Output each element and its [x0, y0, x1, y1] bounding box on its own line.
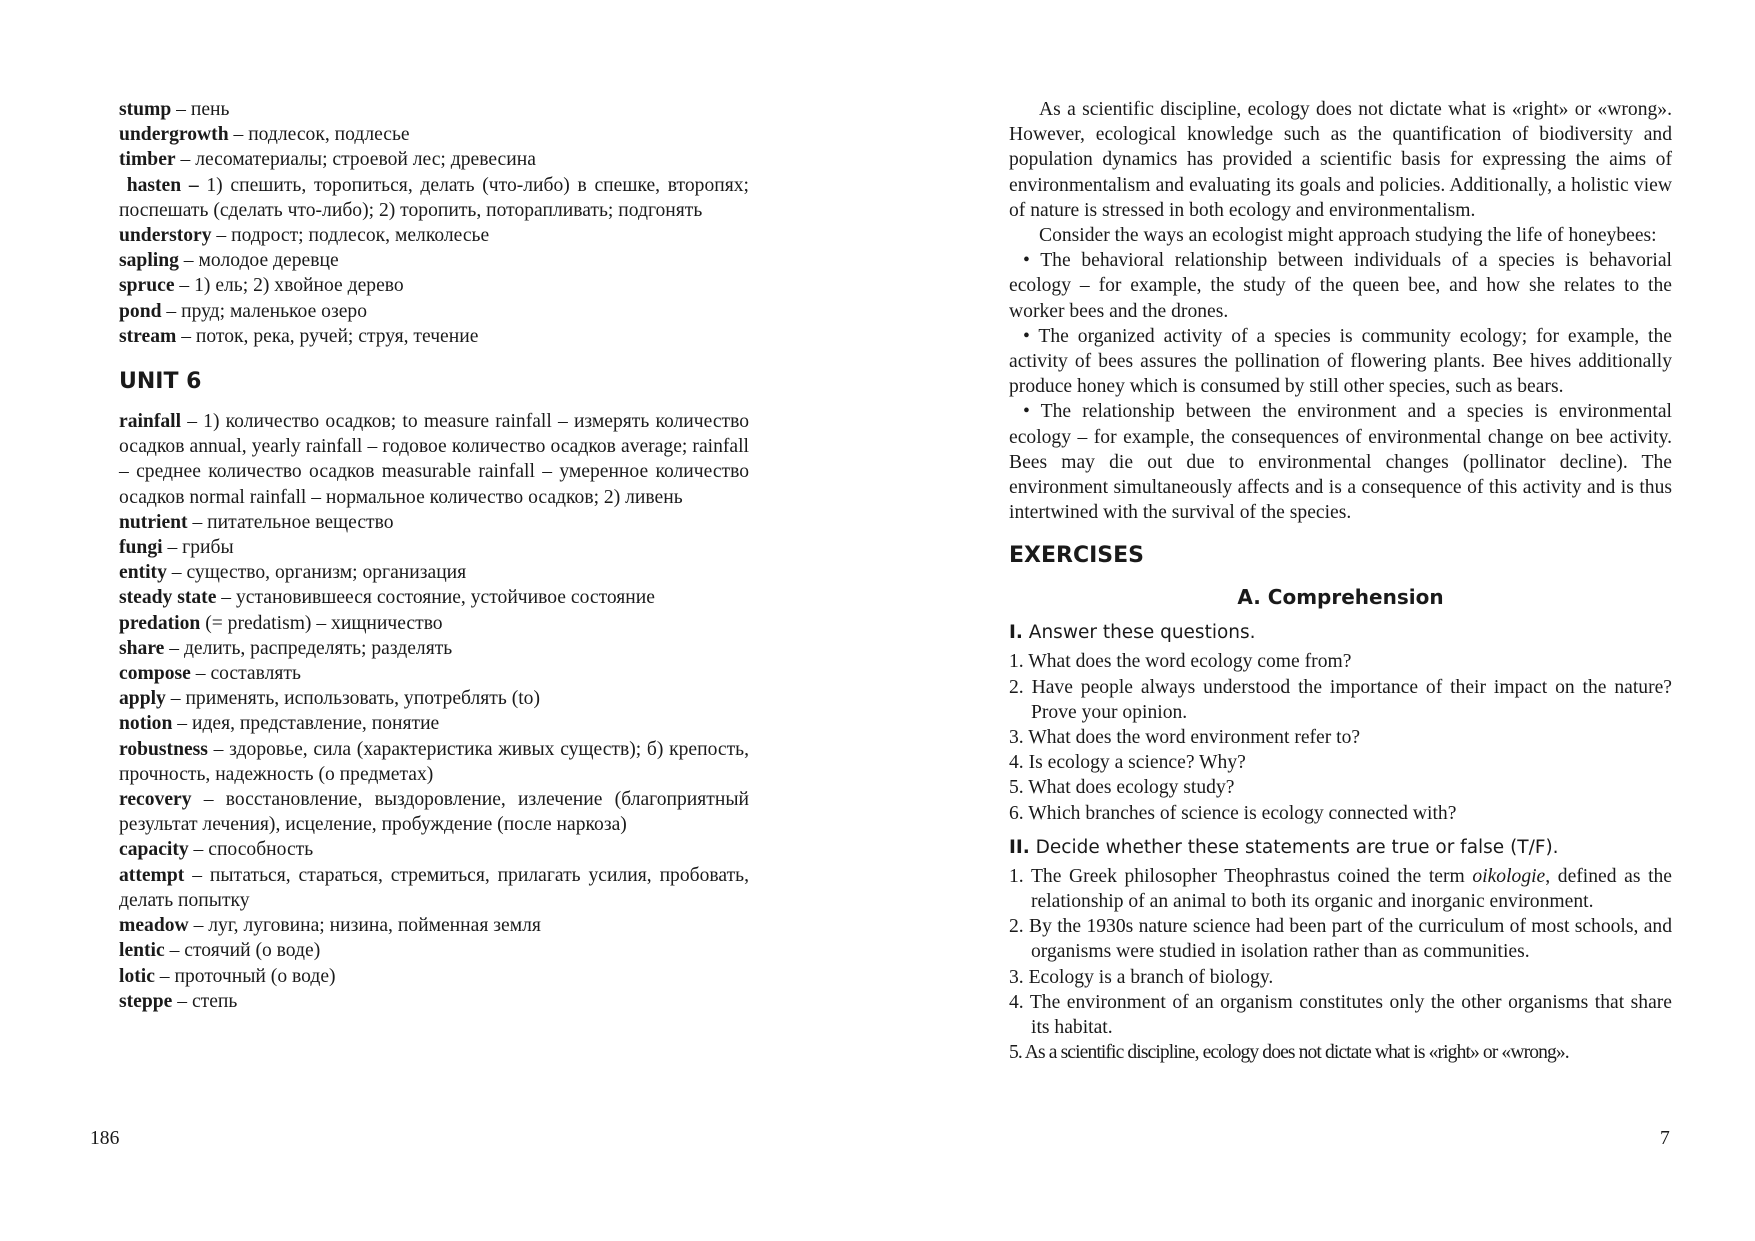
glossary-entry — [119, 560, 749, 585]
glossary-definition: – способность — [188, 839, 314, 861]
right-page — [877, 0, 1755, 1241]
glossary-column — [119, 97, 749, 1014]
question-item: 3. What does the word environment refer to? — [1009, 727, 1361, 749]
task-text: Answer these questions. — [1022, 622, 1256, 644]
statement-text: , defined as the relationship of an animal to both its organic and inorganic environment. — [1031, 865, 1673, 913]
glossary-definition: – молодое деревце — [178, 250, 339, 272]
glossary-entry — [119, 863, 749, 913]
glossary-term: stream — [119, 325, 177, 347]
glossary-entry — [119, 122, 749, 147]
page-number: 7 — [1660, 1128, 1670, 1149]
glossary-term: recovery — [119, 789, 192, 811]
glossary-term: lotic — [119, 965, 155, 987]
glossary-entry — [119, 661, 749, 686]
glossary-definition: – существо, организм; организация — [166, 562, 467, 584]
statement-item: 2. By the 1930s nature science had been part of the curriculum of most schools, and organisms were studied in isolation rather than as communities. — [1009, 916, 1672, 963]
bullet-item: • The relationship between the environment and a species is environmental ecology – for example, the consequences of environmental change on bee activity. Bees may die out due to environmental changes (pollinator decline). The environment simultaneously affects and is a consequence of this activity and is thus intertwined with the survival of the species. — [1009, 401, 1672, 524]
glossary-definition: – восстановление, выздоровление, излечение (благоприятный результат лечения), исцеление, пробуждение (после наркоза) — [119, 789, 749, 836]
question-list — [1009, 649, 1672, 825]
glossary-term: stump — [119, 99, 172, 120]
question-item: 5. What does ecology study? — [1009, 777, 1235, 799]
glossary-term: nutrient — [119, 511, 188, 533]
glossary-term: rainfall — [119, 411, 182, 433]
glossary-term: pond — [119, 300, 162, 322]
glossary-entry — [119, 147, 749, 172]
glossary-entry — [119, 964, 749, 989]
glossary-entry — [119, 837, 749, 862]
term-italic: oikologie — [1472, 865, 1546, 887]
glossary-term: robustness — [119, 738, 208, 760]
question-item: 1. What does the word ecology come from? — [1009, 651, 1352, 673]
bullet-item: • The organized activity of a species is community ecology; for example, the activity of bees assures the pollination of flowering plants. Bee hives additionally produce honey which is consumed by still other species, such as bears. — [1009, 325, 1672, 398]
glossary-definition: – 1) количество осадков; to measure rainfall – измерять количество осадков annual, yearly rainfall – годовое количество осадков average; rainfall – среднее количество осадков measurable rainfall – умеренное количество осадков normal rainfall – нормальное количество осадков; 2) ливень — [119, 411, 749, 508]
glossary-entry — [119, 324, 749, 349]
glossary-term: timber — [119, 149, 176, 171]
glossary-entry — [119, 535, 749, 560]
glossary-term: steppe — [119, 990, 173, 1012]
glossary-definition: – подлесок, подлесье — [228, 124, 410, 146]
task-number: I. — [1009, 622, 1023, 644]
glossary-term: notion — [119, 713, 173, 735]
glossary-definition: – поток, река, ручей; струя, течение — [176, 325, 479, 347]
glossary-term: sapling — [119, 250, 179, 272]
glossary-term: meadow — [119, 915, 189, 937]
task-heading — [1009, 621, 1672, 645]
glossary-entry — [119, 97, 749, 122]
glossary-definition: 1) спешить, торопиться, делать (что-либо) в спешке, второпях; поспешать (сделать что-либо); 2) торопить, поторапливать; подгонять — [119, 174, 749, 221]
comprehension-heading: A. Comprehension — [1237, 585, 1444, 610]
glossary-entry — [119, 273, 749, 298]
statement-item: 5. As a scientific discipline, ecology does not dictate what is «right» or «wrong». — [1009, 1042, 1569, 1064]
body-column — [1009, 97, 1672, 1076]
task-number: II. — [1009, 836, 1030, 858]
body-paragraph: Consider the ways an ecologist might approach studying the life of honeybees: — [1039, 225, 1657, 247]
bullet-item: • The behavioral relationship between individuals of a species is behavorial ecology – for example, the study of the queen bee, and how she relates to the worker bees and the drones. — [1009, 250, 1672, 322]
glossary-definition: – стоячий (о воде) — [164, 940, 321, 962]
glossary-term: share — [119, 637, 165, 659]
glossary-term: undergrowth — [119, 124, 229, 146]
glossary-entry — [119, 299, 749, 324]
glossary-definition: – пруд; маленькое озеро — [161, 300, 368, 322]
statement-item: 3. Ecology is a branch of biology. — [1009, 966, 1274, 988]
body-paragraph: As a scientific discipline, ecology does not dictate what is «right» or «wrong». However, ecological knowledge such as the quantification of biodiversity and population dynamics has provided a scientific basis for expressing the aims of environmentalism and evaluating its goals and policies. Additionally, a holistic view of nature is stressed in both ecology and environmentalism. — [1009, 99, 1672, 221]
glossary-entry — [119, 409, 749, 510]
glossary-definition: (= predatism) – хищничество — [200, 612, 443, 634]
glossary-entry — [119, 989, 749, 1014]
unit-title: UNIT 6 — [119, 369, 202, 395]
task-text: Decide whether these statements are true or false (T/F). — [1029, 836, 1559, 858]
glossary-term: attempt — [119, 864, 185, 886]
glossary-term: entity — [119, 562, 167, 584]
glossary-entry — [119, 787, 749, 837]
glossary-entry — [119, 737, 749, 787]
statement-item — [1009, 864, 1672, 914]
glossary-term: hasten – — [119, 174, 199, 196]
glossary-definition: – составлять — [190, 663, 301, 685]
glossary-term: compose — [119, 663, 191, 685]
glossary-entry — [119, 686, 749, 711]
statement-item: 4. The environment of an organism constitutes only the other organisms that share its habitat. — [1009, 991, 1672, 1039]
glossary-definition: – установившееся состояние, устойчивое состояние — [216, 587, 655, 609]
glossary-definition: – лесоматериалы; строевой лес; древесина — [175, 149, 536, 171]
glossary-term: predation — [119, 612, 201, 634]
glossary-definition: – делить, распределять; разделять — [164, 637, 453, 659]
glossary-entry — [119, 913, 749, 938]
glossary-term: steady state — [119, 587, 217, 609]
glossary-entry — [119, 248, 749, 273]
statement-text: 1. The Greek philosopher Theophrastus coined the term — [1009, 865, 1473, 887]
glossary-definition: – питательное вещество — [187, 511, 394, 533]
glossary-entry — [119, 636, 749, 661]
glossary-definition: – степь — [172, 990, 238, 1012]
glossary-entry — [119, 938, 749, 963]
glossary-entry — [119, 510, 749, 535]
glossary-term: capacity — [119, 839, 189, 861]
glossary-definition: – подрост; подлесок, мелколесье — [211, 225, 490, 247]
statement-list — [1009, 864, 1672, 1066]
left-page — [0, 0, 877, 1241]
glossary-definition: – грибы — [162, 537, 234, 559]
glossary-entry — [119, 223, 749, 248]
glossary-term: fungi — [119, 537, 163, 559]
glossary-definition: – здоровье, сила (характеристика живых существ); б) крепость, прочность, надежность (о предметах) — [119, 738, 749, 785]
glossary-term: understory — [119, 225, 212, 247]
glossary-definition: – пень — [171, 99, 230, 120]
glossary-entry — [119, 611, 749, 636]
question-item: 2. Have people always understood the importance of their impact on the nature? Prove your opinion. — [1009, 676, 1672, 723]
glossary-definition: – 1) ель; 2) хвойное дерево — [174, 275, 404, 297]
glossary-definition: – идея, представление, понятие — [172, 713, 440, 735]
glossary-term: apply — [119, 688, 166, 710]
task-heading — [1009, 836, 1672, 860]
page-number: 186 — [90, 1128, 120, 1149]
glossary-entry — [119, 585, 749, 610]
glossary-term: lentic — [119, 940, 165, 962]
question-item: 6. Which branches of science is ecology connected with? — [1009, 802, 1457, 824]
glossary-definition: – пытаться, стараться, стремиться, прилагать усилия, пробовать, делать попытку — [119, 864, 749, 911]
exercises-heading: EXERCISES — [1009, 543, 1145, 569]
glossary-definition: – проточный (о воде) — [154, 965, 336, 987]
question-item: 4. Is ecology a science? Why? — [1009, 752, 1246, 774]
glossary-term: spruce — [119, 275, 175, 297]
glossary-entry — [119, 173, 749, 223]
glossary-definition: – применять, использовать, употреблять (to) — [165, 688, 540, 710]
glossary-entry — [119, 711, 749, 736]
glossary-definition: – луг, луговина; низина, пойменная земля — [188, 915, 541, 937]
